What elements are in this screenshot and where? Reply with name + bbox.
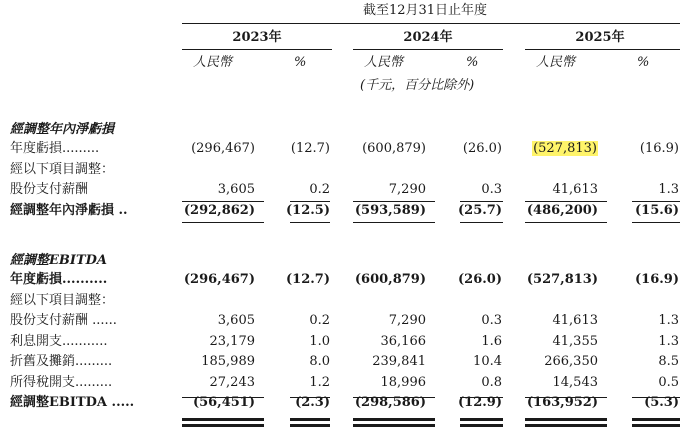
row-label: 經以下項目調整： xyxy=(10,292,115,308)
year-2025-heading: 2025年 xyxy=(575,30,625,45)
row-label: 利息開支........... xyxy=(10,333,108,349)
value-cell: 0.8 xyxy=(481,374,502,390)
rmb-col-2024: 人民幣 xyxy=(364,55,404,70)
subtotal-rule xyxy=(182,201,264,202)
subtotal-rule xyxy=(353,397,435,398)
total-rule xyxy=(525,222,607,223)
value-cell: 27,243 xyxy=(209,374,255,390)
value-cell: (15.6) xyxy=(635,202,679,218)
total-double-rule xyxy=(460,418,503,421)
value-cell: 36,166 xyxy=(380,333,426,349)
value-cell: 1.3 xyxy=(658,182,679,197)
total-double-rule xyxy=(353,424,435,427)
value-cell: 41,613 xyxy=(552,182,598,197)
subtotal-rule xyxy=(632,397,680,398)
value-cell: 8.5 xyxy=(658,354,679,369)
highlighted-value: (527,813) xyxy=(533,141,597,156)
value-cell: 1.3 xyxy=(658,313,679,328)
header-rule xyxy=(182,23,680,24)
row-label: 股份支付薪酬 ...... xyxy=(10,313,117,328)
value-cell: 41,613 xyxy=(552,313,598,328)
subtotal-rule xyxy=(290,397,330,398)
value-cell: 14,543 xyxy=(552,374,598,390)
row-label: 股份支付薪酬 xyxy=(10,182,89,197)
year-2024-heading: 2024年 xyxy=(403,30,453,45)
value-cell: (12.5) xyxy=(286,202,330,218)
value-cell: 0.3 xyxy=(481,182,502,197)
unit-note: (千元，百分比除外) xyxy=(360,78,475,93)
subtotal-rule xyxy=(460,201,503,202)
total-double-rule xyxy=(290,418,330,421)
row-label: 經以下項目調整： xyxy=(10,161,115,177)
pct-col-2023: % xyxy=(294,55,307,70)
value-cell: (527,813) xyxy=(526,272,598,287)
value-cell: (486,200) xyxy=(526,202,598,218)
section-adjusted-net-loss-title: 經調整年內淨虧損 xyxy=(10,122,115,137)
value-cell: 7,290 xyxy=(388,313,426,328)
value-cell: 8.0 xyxy=(309,354,330,369)
value-cell: 0.2 xyxy=(309,313,330,328)
total-double-rule xyxy=(632,418,680,421)
subtotal-rule xyxy=(353,201,435,202)
subtotal-rule xyxy=(290,201,330,202)
value-cell: 0.5 xyxy=(658,374,679,390)
row-label: 年度虧損......... xyxy=(10,141,100,156)
value-cell: (600,879) xyxy=(354,272,426,287)
value-cell: (5.3) xyxy=(644,395,679,410)
total-rule xyxy=(632,222,680,223)
total-double-rule xyxy=(182,418,264,421)
row-label: 經調整年內淨虧損 .. xyxy=(10,202,128,218)
total-rule xyxy=(460,222,503,223)
value-cell: 1.2 xyxy=(309,374,330,390)
value-cell: 18,996 xyxy=(380,374,426,390)
value-cell: 7,290 xyxy=(388,182,426,197)
value-cell: (600,879) xyxy=(362,141,426,156)
total-double-rule xyxy=(182,424,264,427)
total-double-rule xyxy=(290,424,330,427)
value-cell: (26.0) xyxy=(458,272,502,287)
value-cell: 0.2 xyxy=(309,182,330,197)
total-double-rule xyxy=(353,418,435,421)
value-cell: 10.4 xyxy=(473,354,502,369)
value-cell: (16.9) xyxy=(639,141,679,156)
year-2025-rule xyxy=(525,49,680,50)
value-cell: 1.6 xyxy=(481,333,502,349)
row-label: 所得稅開支......... xyxy=(10,374,113,390)
row-label: 折舊及攤銷......... xyxy=(10,354,113,369)
total-rule xyxy=(353,222,435,223)
value-cell: (12.7) xyxy=(290,141,330,156)
period-heading: 截至12月31日止年度 xyxy=(362,3,488,18)
total-rule xyxy=(182,222,264,223)
value-cell: 0.3 xyxy=(481,313,502,328)
year-2023-heading: 2023年 xyxy=(232,30,282,45)
rmb-col-2023: 人民幣 xyxy=(193,55,233,70)
section-adjusted-ebitda-title: 經調整EBITDA xyxy=(10,253,108,268)
subtotal-rule xyxy=(460,397,503,398)
value-cell: 1.3 xyxy=(658,333,679,349)
value-cell: (16.9) xyxy=(635,272,679,287)
value-cell: 185,989 xyxy=(201,354,255,369)
value-cell: 239,841 xyxy=(372,354,426,369)
value-cell: 1.0 xyxy=(309,333,330,349)
total-rule xyxy=(290,222,330,223)
value-cell: (296,467) xyxy=(183,272,255,287)
subtotal-rule xyxy=(525,397,607,398)
value-cell: (26.0) xyxy=(462,141,502,156)
value-cell: (298,586) xyxy=(354,395,426,410)
value-cell: (292,862) xyxy=(183,202,255,218)
total-double-rule xyxy=(632,424,680,427)
total-double-rule xyxy=(525,418,607,421)
row-label: 經調整EBITDA ..... xyxy=(10,395,135,410)
year-2024-rule xyxy=(353,49,503,50)
value-cell: (12.9) xyxy=(458,395,502,410)
value-cell: (296,467) xyxy=(191,141,255,156)
value-cell: 23,179 xyxy=(209,333,255,349)
row-label: 年度虧損.......... xyxy=(10,272,108,287)
year-2023-rule xyxy=(182,49,332,50)
subtotal-rule xyxy=(525,201,607,202)
subtotal-rule xyxy=(632,201,680,202)
value-cell: (56,451) xyxy=(192,395,255,410)
pct-col-2025: % xyxy=(637,55,650,70)
value-cell: (12.7) xyxy=(286,272,330,287)
value-cell: (25.7) xyxy=(458,202,502,218)
rmb-col-2025: 人民幣 xyxy=(536,55,576,70)
total-double-rule xyxy=(525,424,607,427)
value-cell: (163,952) xyxy=(526,395,598,410)
pct-col-2024: % xyxy=(466,55,479,70)
value-cell: (593,589) xyxy=(354,202,426,218)
value-cell: 41,355 xyxy=(552,333,598,349)
value-cell: 3,605 xyxy=(217,182,255,197)
value-cell: (2.3) xyxy=(295,395,330,410)
value-cell: 3,605 xyxy=(217,313,255,328)
value-cell: 266,350 xyxy=(544,354,598,369)
subtotal-rule xyxy=(182,397,264,398)
total-double-rule xyxy=(460,424,503,427)
